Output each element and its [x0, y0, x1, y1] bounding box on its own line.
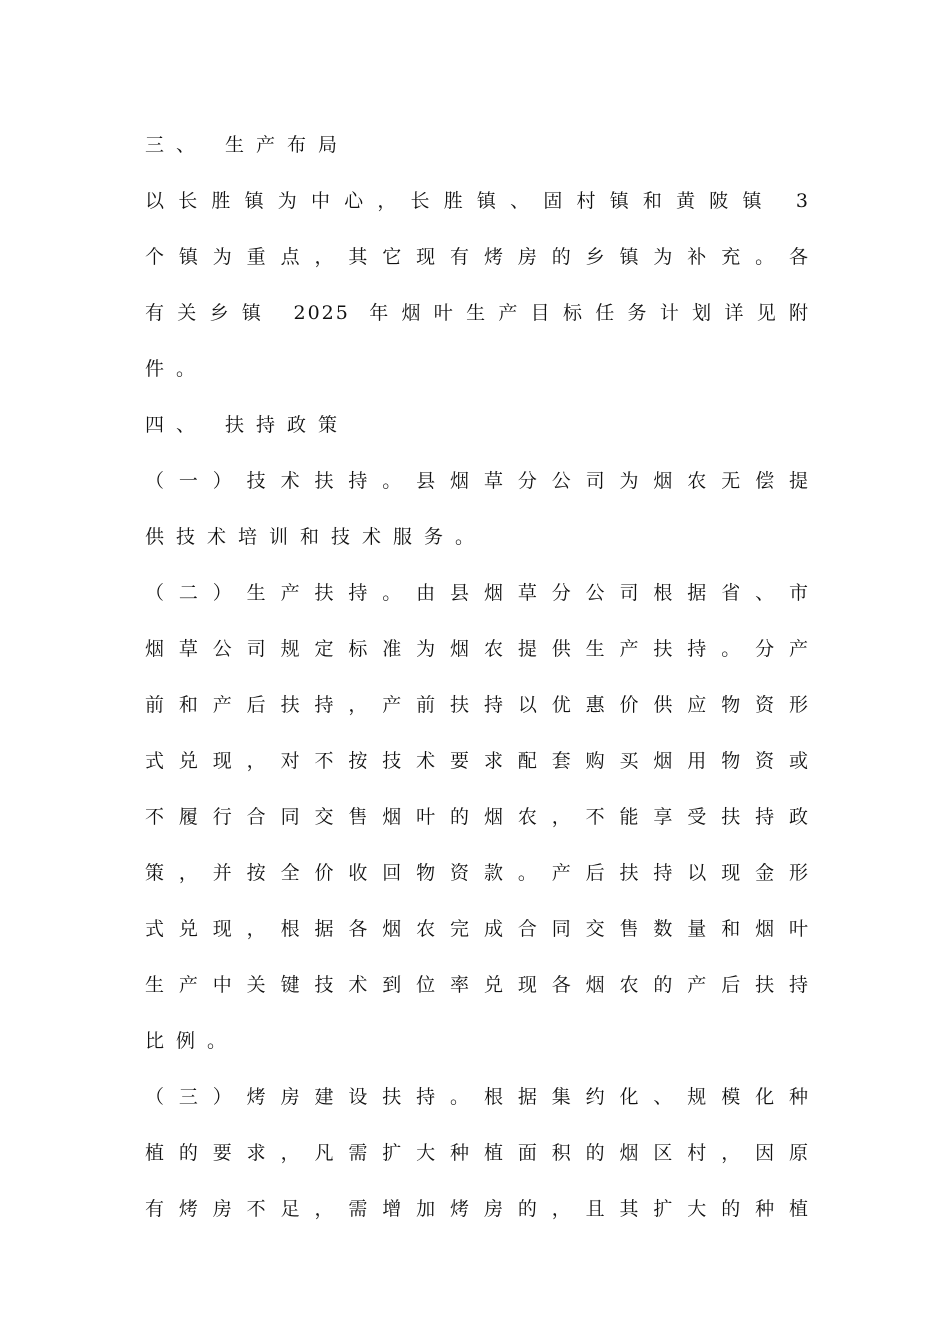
paragraph-line: 件。	[145, 358, 208, 380]
paragraph-line: 式兑现，对不按技术要求配套购买烟用物资或	[145, 750, 810, 772]
paragraph-line: 前和产后扶持，产前扶持以优惠价供应物资形	[145, 694, 810, 716]
paragraph-line: 式兑现，根据各烟农完成合同交售数量和烟叶	[145, 918, 810, 940]
paragraph-line: 比例。	[145, 1030, 239, 1052]
section-heading-3: 三、 生产布局	[145, 134, 350, 156]
paragraph-line: 供技术培训和技术服务。	[145, 526, 487, 548]
paragraph-line: （二）生产扶持。由县烟草分公司根据省、市	[145, 582, 810, 604]
document-page	[145, 117, 810, 1237]
paragraph-line: （三）烤房建设扶持。根据集约化、规模化种	[145, 1086, 810, 1108]
paragraph-line: 生产中关键技术到位率兑现各烟农的产后扶持	[145, 974, 810, 996]
paragraph-line: 烟草公司规定标准为烟农提供生产扶持。分产	[145, 638, 810, 660]
paragraph-line: 策，并按全价收回物资款。产后扶持以现金形	[145, 862, 810, 884]
paragraph-line: 不履行合同交售烟叶的烟农，不能享受扶持政	[145, 806, 810, 828]
paragraph-line: 有烤房不足，需增加烤房的，且其扩大的种植	[145, 1198, 810, 1220]
paragraph-line: 有关乡镇 2025 年烟叶生产目标任务计划详见附	[145, 302, 810, 324]
paragraph-line: 植的要求，凡需扩大种植面积的烟区村，因原	[145, 1142, 810, 1164]
paragraph-line: （一）技术扶持。县烟草分公司为烟农无偿提	[145, 470, 810, 492]
section-heading-4: 四、 扶持政策	[145, 414, 350, 436]
paragraph-line: 个镇为重点，其它现有烤房的乡镇为补充。各	[145, 246, 810, 268]
paragraph-line: 以长胜镇为中心，长胜镇、固村镇和黄陂镇 3	[145, 190, 810, 212]
